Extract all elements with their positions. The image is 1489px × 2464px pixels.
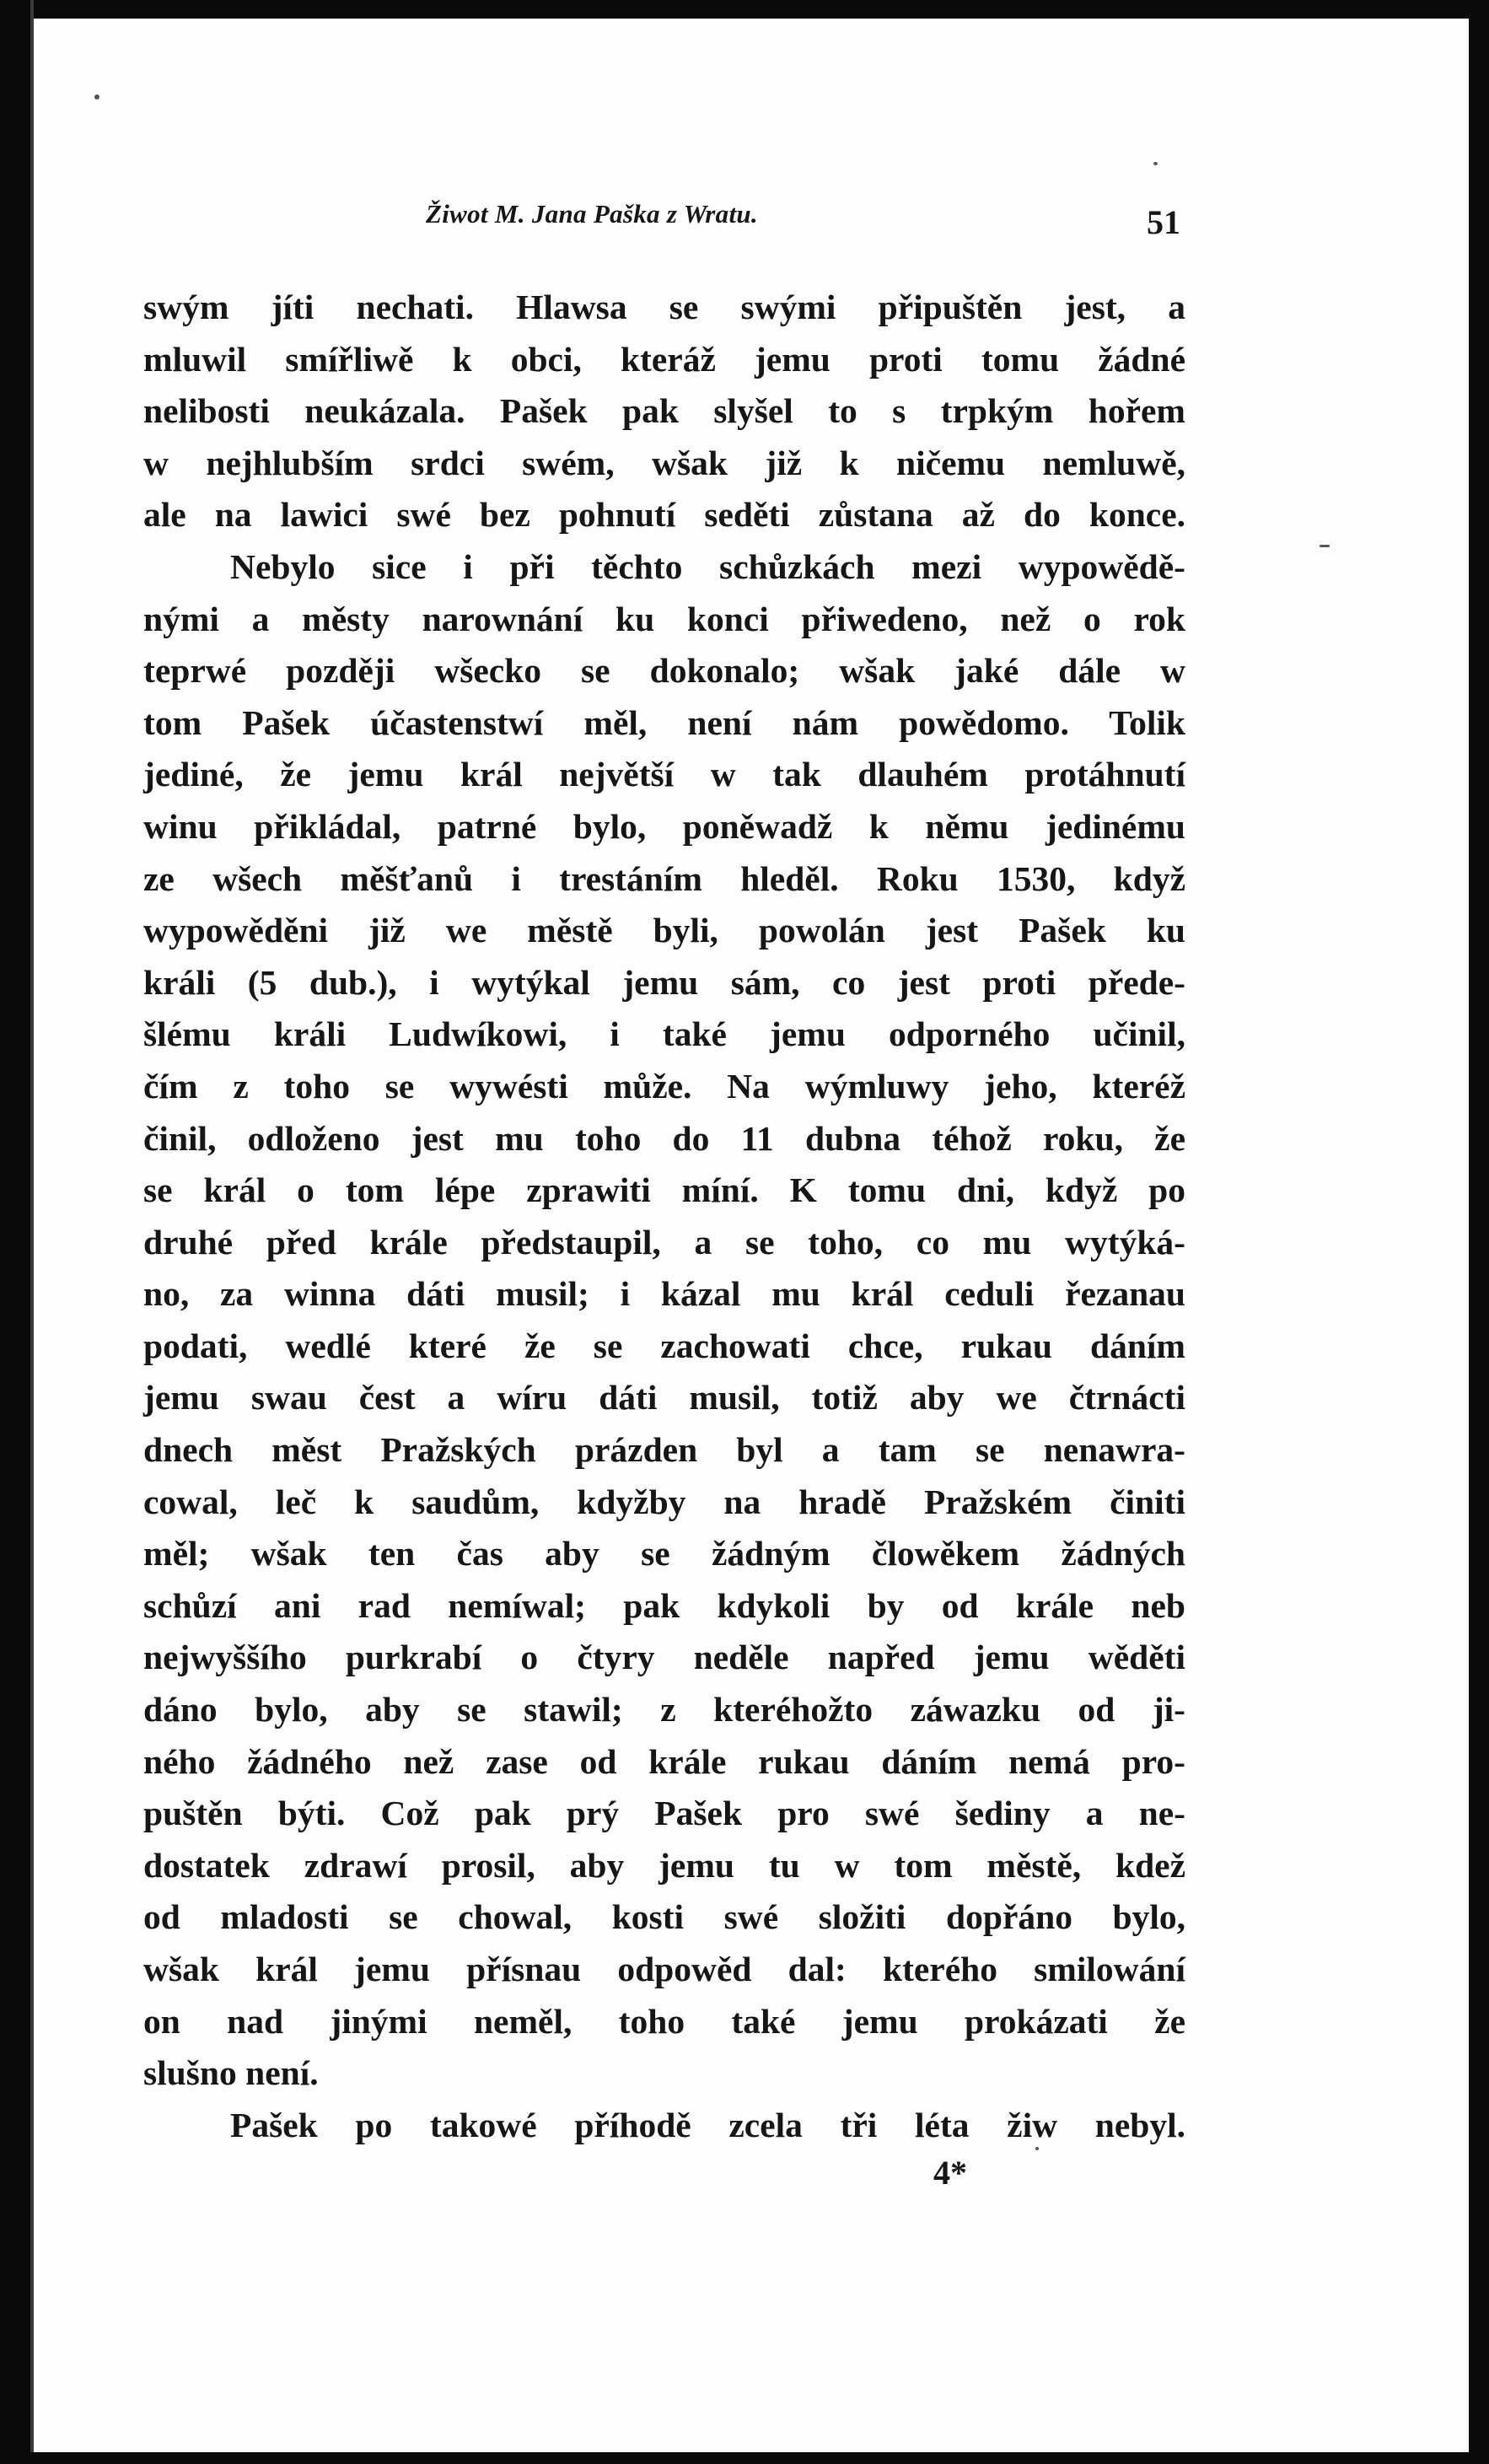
text-line: wypowěděni již we městě byli, powolán jest Pašek ku: [143, 911, 1185, 950]
text-line: čím z toho se wywésti může. Na wýmluwy jeho, kteréž: [143, 1066, 1185, 1106]
body-text: [143, 282, 1185, 2151]
text-line: slušno není.: [143, 2053, 319, 2093]
text-line: jemu swau čest a wíru dáti musil, totiž aby we čtrnácti: [143, 1378, 1185, 1418]
text-line: nejwyššího purkrabí o čtyry neděle napřed jemu wěděti: [143, 1638, 1185, 1677]
text-line: druhé před krále předstaupil, a se toho, co mu wytýká-: [143, 1222, 1185, 1262]
text-line: no, za winna dáti musil; i kázal mu král ceduli řezanau: [143, 1274, 1185, 1314]
ink-speck: [1153, 162, 1158, 165]
text-line: králi (5 dub.), i wytýkal jemu sám, co jest proti přede-: [143, 962, 1185, 1002]
scan-border-bottom: [0, 2452, 1489, 2464]
signature-mark: 4*: [933, 2154, 967, 2192]
text-line: jediné, že jemu král největší w tak dlauhém protáhnutí: [143, 755, 1185, 794]
text-line: schůzí ani rad nemíwal; pak kdykoli by od krále neb: [143, 1585, 1185, 1625]
text-line: dnech měst Pražských prázden byl a tam se nenawra-: [143, 1430, 1185, 1470]
running-title: Žiwot M. Jana Paška z Wratu.: [426, 199, 758, 229]
scan-border-right: [1469, 0, 1489, 2464]
scan-border-top: [0, 0, 1489, 19]
text-line: Nebylo sice i při těchto schůzkách mezi wypowědě-: [230, 546, 1185, 586]
text-line: od mladosti se chowal, kosti swé složiti dopřáno bylo,: [143, 1897, 1185, 1937]
text-line: cowal, leč k saudům, kdyžby na hradě Pražském činiti: [143, 1482, 1185, 1521]
scan-border-left: [0, 0, 30, 2464]
text-line: w nejhlubším srdci swém, wšak již k ničemu nemluwě,: [143, 443, 1185, 482]
ink-speck: [94, 94, 99, 100]
text-line: šlému králi Ludwíkowi, i také jemu odporného učinil,: [143, 1014, 1185, 1054]
text-line: dostatek zdrawí prosil, aby jemu tu w tom městě, kdež: [143, 1845, 1185, 1885]
text-line: nými a městy narownání ku konci přiwedeno, než o rok: [143, 599, 1185, 638]
text-line: ného žádného než zase od krále rukau dáním nemá pro-: [143, 1741, 1185, 1781]
text-line: Pašek po takowé příhodě zcela tři léta žiw nebyl.: [230, 2105, 1185, 2144]
text-line: se král o tom lépe zprawiti míní. K tomu dni, když po: [143, 1170, 1185, 1210]
text-line: dáno bylo, aby se stawil; z kteréhožto záwazku od ji-: [143, 1690, 1185, 1730]
text-line: on nad jinými neměl, toho také jemu prokázati že: [143, 2001, 1185, 2041]
text-line: winu přikládal, patrné bylo, poněwadž k němu jedinému: [143, 806, 1185, 846]
binding-gutter: [30, 0, 34, 2464]
text-line: teprwé později wšecko se dokonalo; wšak jaké dále w: [143, 651, 1185, 691]
text-line: swým jíti nechati. Hlawsa se swými připuštěn jest, a: [143, 288, 1185, 326]
text-line: měl; wšak ten čas aby se žádným člowěkem žádných: [143, 1534, 1185, 1574]
text-line: ze wšech měšťanů i trestáním hleděl. Roku 1530, když: [143, 858, 1185, 898]
page-number: 51: [1147, 203, 1180, 241]
ink-speck: [1320, 545, 1330, 547]
text-line: tom Pašek účastenstwí měl, není nám powědomo. Tolik: [143, 702, 1185, 742]
text-line: nelibosti neukázala. Pašek pak slyšel to s trpkým hořem: [143, 391, 1185, 431]
text-line: mluwil smířliwě k obci, kteráž jemu proti tomu žádné: [143, 339, 1185, 379]
text-line: wšak král jemu přísnau odpowěd dal: kterého smilowání: [143, 1950, 1185, 1988]
text-line: puštěn býti. Což pak prý Pašek pro swé šediny a ne-: [143, 1794, 1185, 1833]
text-line: činil, odloženo jest mu toho do 11 dubna téhož roku, že: [143, 1118, 1185, 1158]
text-line: podati, wedlé které že se zachowati chce, rukau dáním: [143, 1326, 1185, 1365]
text-line: ale na lawici swé bez pohnutí seděti zůstana až do konce.: [143, 495, 1185, 535]
